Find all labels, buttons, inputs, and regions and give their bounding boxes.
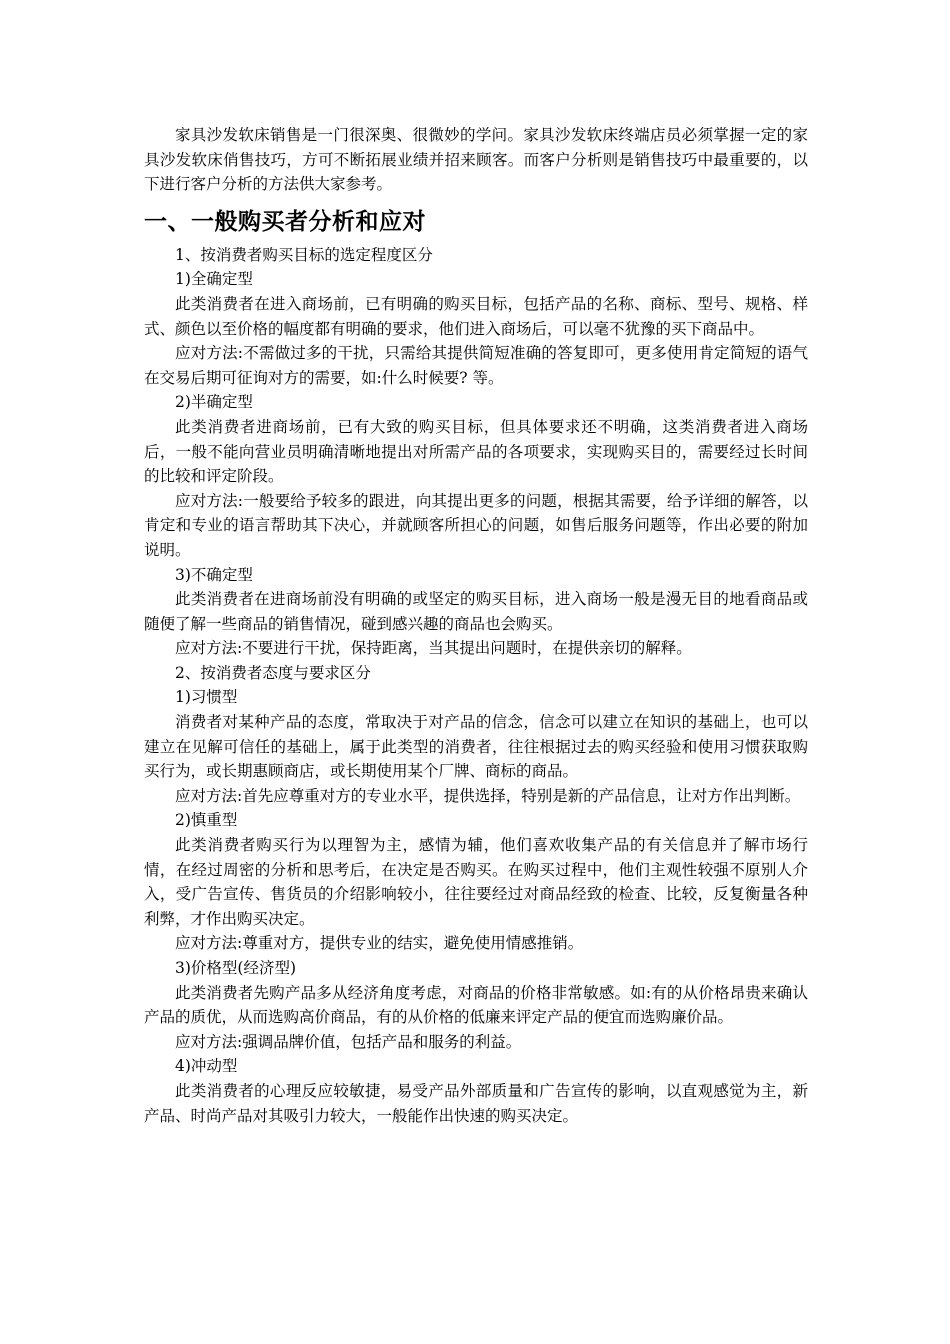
document-body bbox=[144, 123, 808, 1128]
strategy-paragraph: 应对方法:强调品牌价值，包括产品和服务的利益。 bbox=[175, 1032, 522, 1051]
subsection-heading: 2、按消费者态度与要求区分 bbox=[175, 663, 371, 682]
intro-paragraph: 家具沙发软床销售是一门很深奥、很微妙的学问。家具沙发软床终端店员必须掌握一定的家具沙发软床俏售技巧，方可不断拓展业绩并招来顾客。而客户分析则是销售技巧中最重要的，以下进行客户分析的方法供大家参考。 bbox=[144, 126, 808, 194]
type-heading: 2)慎重型 bbox=[175, 811, 238, 830]
type-heading: 1)习惯型 bbox=[175, 688, 238, 707]
body-paragraph: 消费者对某种产品的态度，常取决于对产品的信念，信念可以建立在知识的基础上，也可以建立在见解可信任的基础上，属于此类型的消费者，往往根据过去的购买经验和使用习惯获取购买行为，或长期惠顾商店，或长期使用某个厂牌、商标的商品。 bbox=[144, 713, 808, 781]
type-heading: 1)全确定型 bbox=[175, 270, 253, 289]
body-paragraph: 此类消费者在进入商场前，已有明确的购买目标，包括产品的名称、商标、型号、规格、样式、颜色以至价格的幅度都有明确的要求，他们进入商场后，可以毫不犹豫的买下商品中。 bbox=[144, 294, 808, 338]
strategy-paragraph: 应对方法:不要进行干扰，保持距离，当其提出问题时，在提供亲切的解释。 bbox=[175, 639, 692, 658]
type-heading: 3)价格型(经济型) bbox=[175, 959, 297, 977]
type-heading: 4)冲动型 bbox=[175, 1057, 238, 1076]
strategy-paragraph: 应对方法:尊重对方，提供专业的结实，避免使用情感推销。 bbox=[175, 934, 584, 953]
body-paragraph: 此类消费者进商场前，已有大致的购买目标，但具体要求还不明确，这类消费者进入商场后，一般不能向营业员明确清晰地提出对所需产品的各项要求，实现购买目的，需要经过长时间的比较和评定阶段。 bbox=[144, 417, 808, 486]
body-paragraph: 此类消费者的心理反应较敏捷，易受产品外部质量和广告宣传的影响，以直观感觉为主，新产品、时尚产品对其吸引力较大，一般能作出快速的购买决定。 bbox=[144, 1081, 808, 1125]
strategy-paragraph: 应对方法:首先应尊重对方的专业水平，提供选择，特别是新的产品信息，让对方作出判断。 bbox=[175, 786, 801, 805]
strategy-paragraph: 应对方法:一般要给予较多的跟进，向其提出更多的问题，根据其需要，给予详细的解答，以肯定和专业的语言帮助其下决心，并就顾客所担心的问题，如售后服务问题等，作出必要的附加说明。 bbox=[144, 491, 808, 559]
body-paragraph: 此类消费者在进商场前没有明确的或坚定的购买目标，进入商场一般是漫无目的地看商品或随便了解一些商品的销售情况，碰到感兴趣的商品也会购买。 bbox=[144, 590, 808, 633]
strategy-paragraph: 应对方法:不需做过多的干扰，只需给其提供简短准确的答复即可，更多使用肯定简短的语气在交易后期可征询对方的需要，如:什么时候要? 等。 bbox=[144, 344, 808, 387]
type-heading: 2)半确定型 bbox=[175, 393, 253, 412]
body-paragraph: 此类消费者先购产品多从经济角度考虑，对商品的价格非常敏感。如:有的从价格昂贵来确认产品的质优，从而选购高价商品，有的从价格的低廉来评定产品的便宜而选购廉价品。 bbox=[144, 983, 808, 1027]
type-heading: 3)不确定型 bbox=[175, 565, 253, 584]
subsection-heading: 1、按消费者购买目标的选定程度区分 bbox=[175, 245, 433, 264]
body-paragraph: 此类消费者购买行为以理智为主，感情为辅，他们喜欢收集产品的有关信息并了解市场行情，在经过周密的分析和思考后，在决定是否购买。在购买过程中，他们主观性较强不原别人介入，受广告宣传、售货员的介绍影响较小，往往要经过对商品经致的检查、比较，反复衡量各种利弊，才作出购买决定。 bbox=[144, 836, 808, 928]
section-heading: 一、一般购买者分析和应对 bbox=[144, 208, 426, 235]
